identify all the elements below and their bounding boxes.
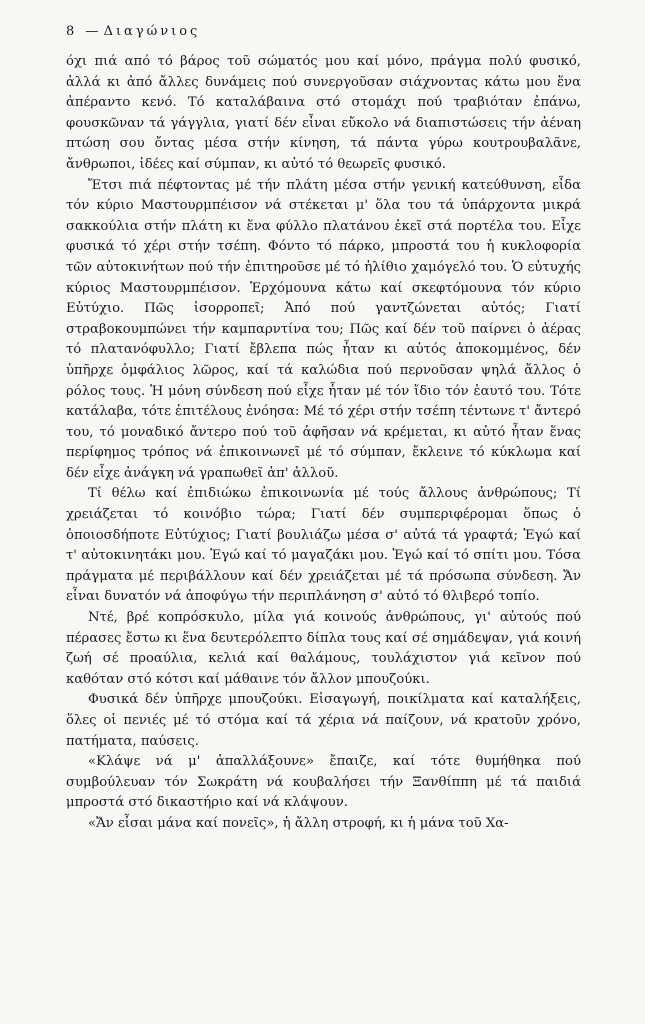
- paragraph: Ντέ, βρέ κοπρόσκυλο, μίλα γιά κοινούς ἀνθρώπους, γι' αὐτούς πού πέρασες ἔστω κι ἕνα δευτερόλεπτο δίπλα τους καί σέ σημάδεψαν, γιά κοινή ζωή σέ προαύλια, κελιά καί θαλάμους, τουλάχιστον γιά κεῖνον πού καθόταν στό κότσι καί μάθαινε τόν ἄλλον μπουζούκι.: [66, 610, 581, 687]
- paragraph: όχι πιά από τό βάρος τοῦ σώματός μου καί μόνο, πράγμα πολύ φυσικό, ἀλλά κι ἀπό ἄλλες δυνάμεις πού συνεργοῦσαν σιάχνοντας κάτω μου ἕνα ἀπέραντο κενό. Τό καταλάβαινα στό στομάχι πού τραβιόταν ἐπάνω, φουσκῶναν τά γάγγλια, γιατί δέν εἶναι εὔκολο νά διαπιστώσεις τήν ἀέναη πτώση σου ὄντας μέσα στήν κίνηση, τά πάντα γύρω κουτρουβαλᾶνε, ἄνθρωποι, ἰδέες καί σύμπαν, κι αὐτό τό θεωρεῖς φυσικό.: [66, 54, 581, 172]
- page-number: 8: [66, 24, 75, 39]
- paragraph: «Κλάψε νά μ' ἀπαλλάξουνε» ἔπαιζε, καί τότε θυμήθηκα πού συμβούλευαν τόν Σωκράτη νά κουβαλήσει τήν Ξανθίππη μέ τά παιδιά μπροστά στό δικαστήριο καί νά κλάψουν.: [66, 754, 581, 811]
- body-text: [66, 52, 581, 835]
- paragraph: Φυσικά δέν ὑπῆρχε μπουζούκι. Εἰσαγωγή, ποικίλματα καί καταλήξεις, ὅλες οἱ πενιές μέ τό στόμα καί τά χέρια νά παίζουν, νά κρατοῦν χρόνο, πατήματα, παύσεις.: [66, 692, 581, 749]
- running-head: [66, 22, 581, 42]
- paragraph: Ἔτσι πιά πέφτοντας μέ τήν πλάτη μέσα στήν γενική κατεύθυνση, εἶδα τόν κύριο Μαστουρμπέισον νά στέκεται μ' ὅλα του τά ὑπάρχοντα μικρά σακκούλια στήν πλάτη κι ἕνα φύλλο πλατάνου ἐκεῖ στά πορτέλα του. Εἶχε φυσικά τό χέρι στήν τσέπη. Φόντο τό πάρκο, μπροστά του ἡ κυκλοφορία τῶν αὐτοκινήτων πού τήν ἐπιτηροῦσε μέ τό ἠλίθιο χαμόγελό του. Ὁ εὐτυχής κύριος Μαστουρμπέισον. Ἐρχόμουνα κάτω καί σκεφτόμουνα τόν κύριο Εὐτύχιο. Πῶς ἰσορροπεῖ; Ἀπό πού γαντζώνεται αὐτός; Γιατί στραβοκουμπώνει τήν καμπαρντίνα του; Πῶς καί δέν τοῦ παίρνει ὁ ἀέρας τό πλατανόφυλλο; Γιατί ἔβλεπα πώς ἦταν κι αὐτός ἀποκομμένος, δέν ὑπῆρχε ὀμφάλιος λῶρος, καί τά καλώδια πού περνοῦσαν ψηλά ἄλλος ὁ ρόλος τους. Ἡ μόνη σύνδεση πού εἶχε ἦταν μέ τόν ἴδιο τόν ἑαυτό του. Τότε κατάλαβα, τότε ἐπιτέλους ἐνόησα: Μέ τό χέρι στήν τσέπη τέντωνε τ' ἄντερό του, τό μοναδικό ἄντερο πού τοῦ ἀφῆσαν νά κρέμεται, κι αὐτό ἦταν ἕνας περίφημος τρόπος νά ἐπικοινωνεῖ μέ τό σύμπαν, ἔκλεινε τό κύκλωμα καί δέν εἶχε ἀνάγκη νά γραπωθεῖ ἀπ' ἀλλοῦ.: [66, 177, 581, 481]
- running-title: Διαγώνιος: [103, 24, 201, 39]
- paragraph: «Ἄν εἶσαι μάνα καί πονεῖς», ἡ ἄλλη στροφή, κι ἡ μάνα τοῦ Χα-: [88, 815, 509, 831]
- header-separator: —: [85, 24, 99, 39]
- paragraph: Τί θέλω καί ἐπιδιώκω ἐπικοινωνία μέ τούς ἄλλους ἀνθρώπους; Τί χρειάζεται τό κοινόβιο τώρα; Γιατί δέν συμπεριφέρομαι ὅπως ὁ ὁποιοσδήποτε Εὐτύχιος; Γιατί βουλιάζω μέσα σ' αὐτά τά γραφτά; Ἐγώ καί τ' αὐτοκινητάκι μου. Ἐγώ καί τό μαγαζάκι μου. Ἐγώ καί τό σπίτι μου. Τόσα πράγματα μέ περιβάλλουν καί δέν χρειάζεται μέ τά πρόσωπα σύνδεση. Ἄν εἶναι δυνατόν νά ἀποφύγω τήν περιπλάνηση σ' αὐτό τό θλιβερό τοπίο.: [66, 486, 581, 605]
